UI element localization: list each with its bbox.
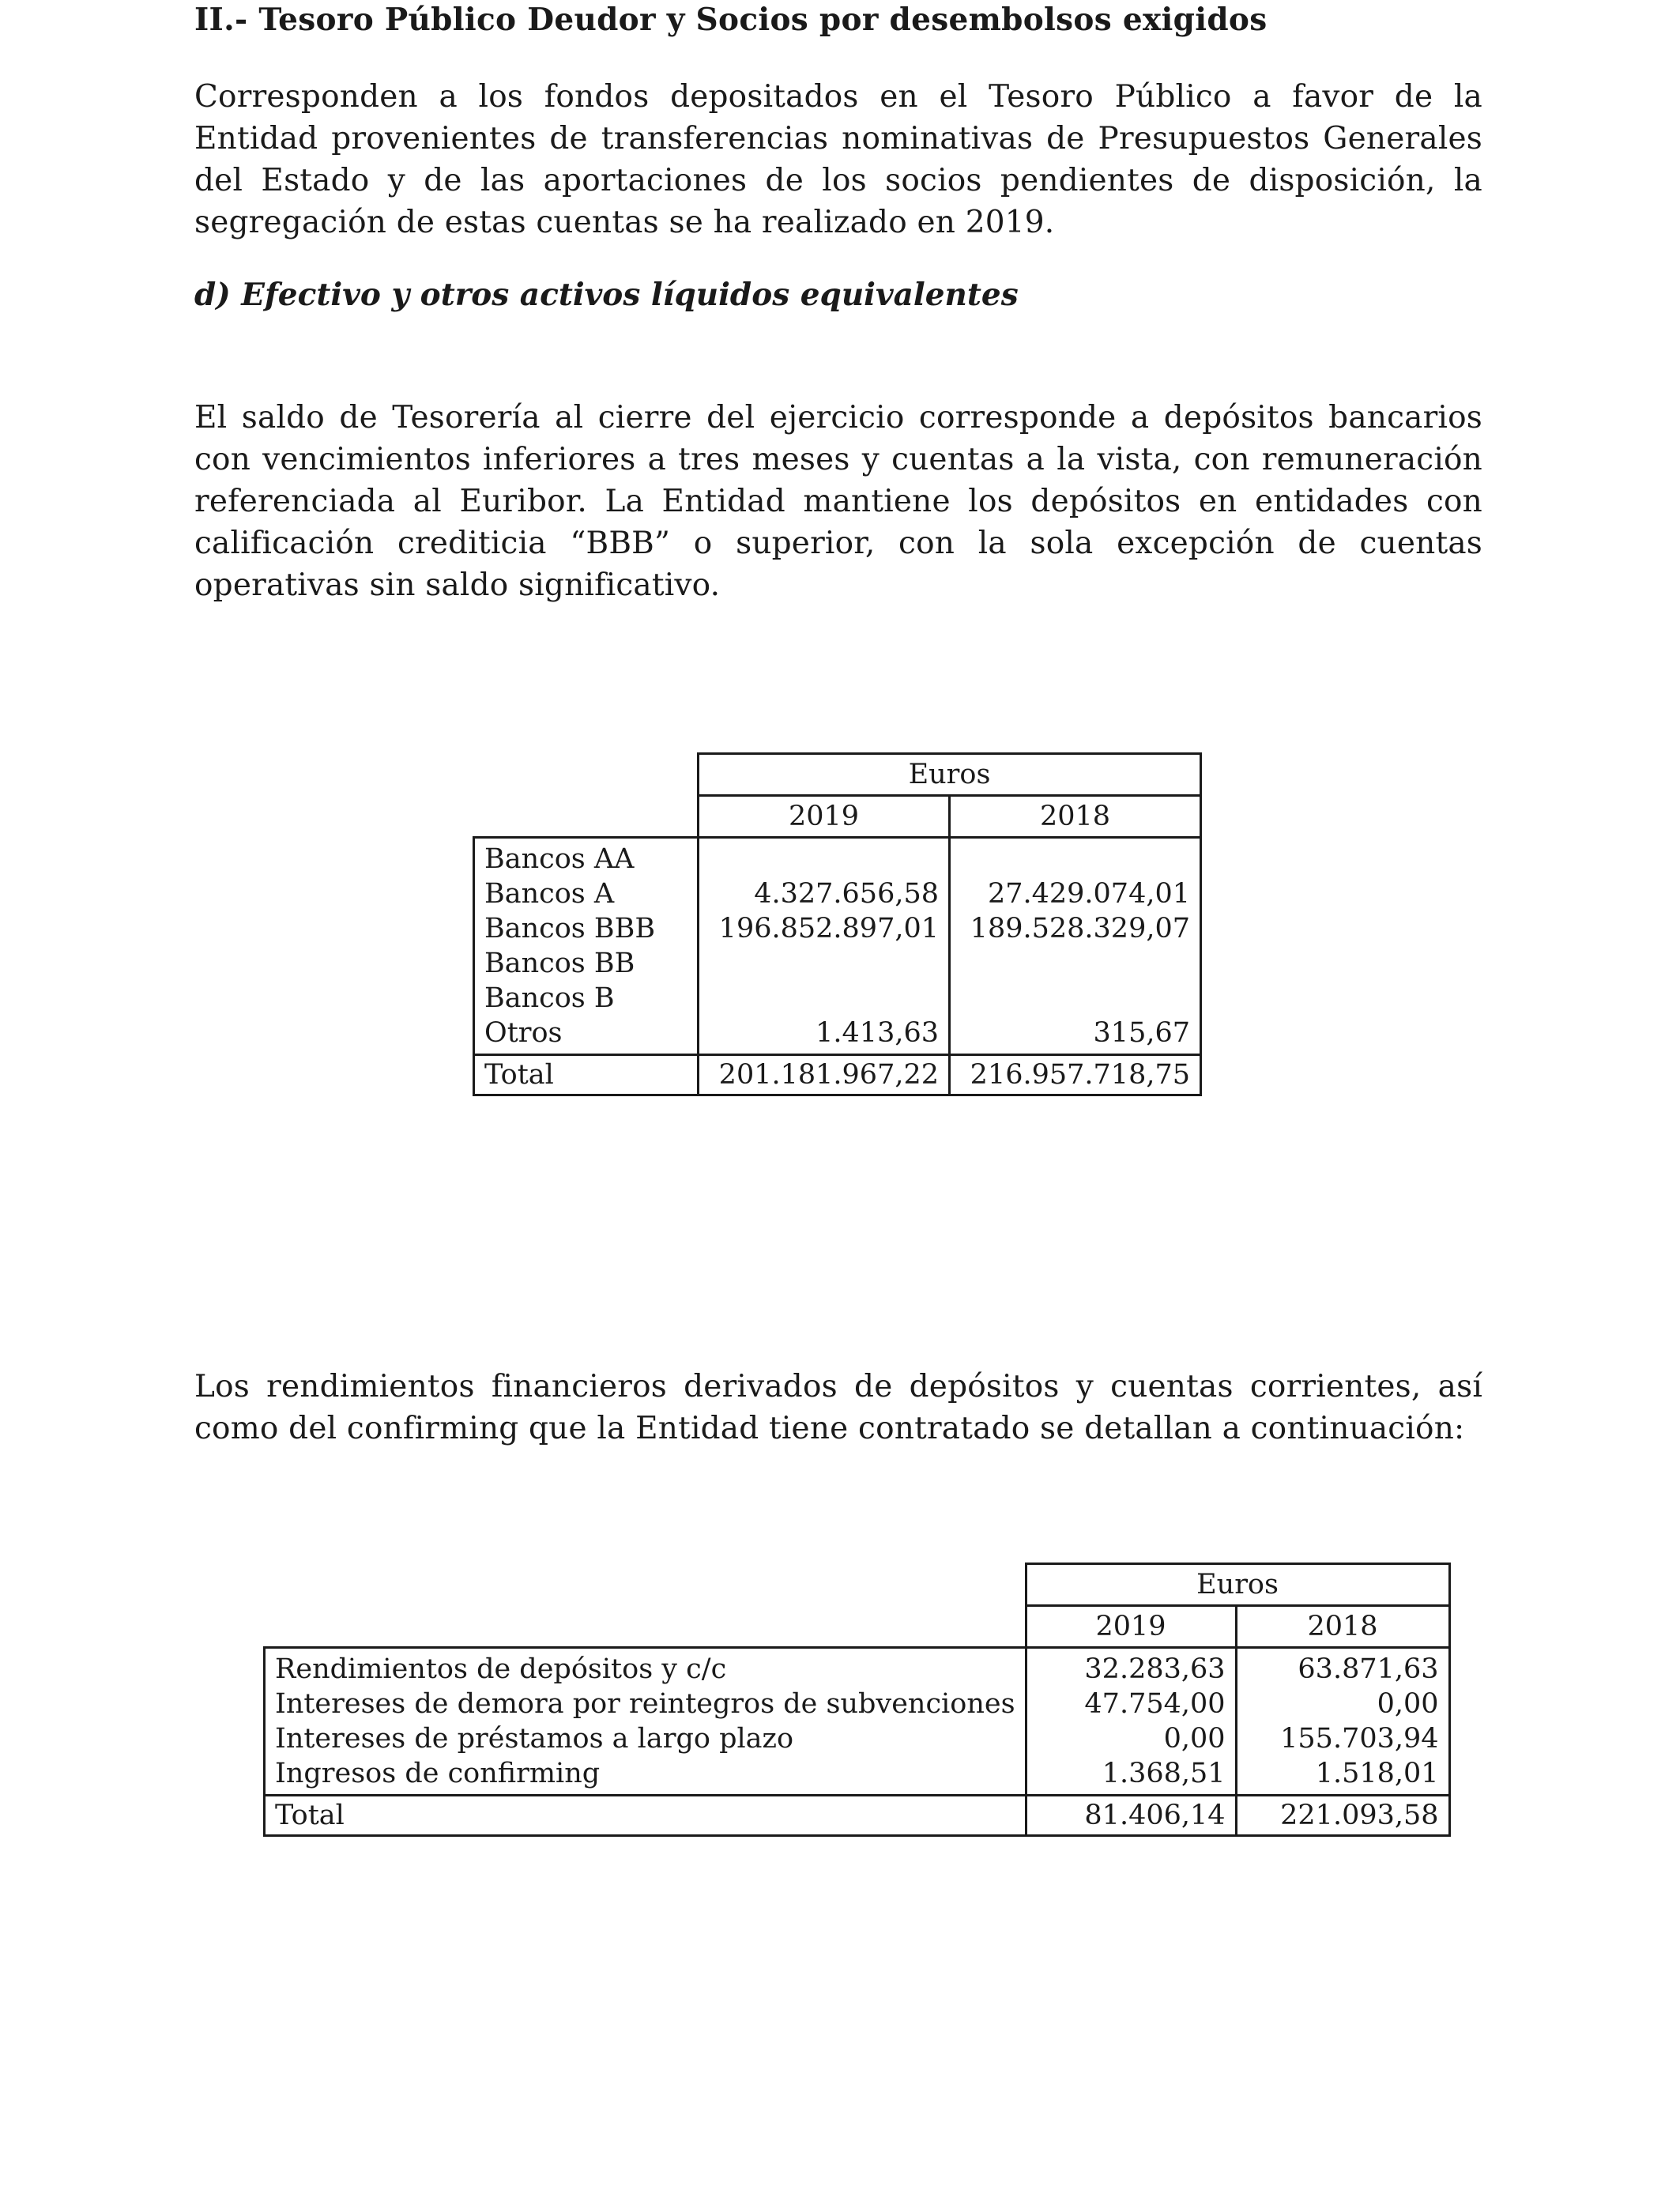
table-row <box>474 981 1201 1016</box>
value-2019: 196.852.897,01 <box>699 911 950 946</box>
table-row <box>265 1756 1450 1796</box>
table-row <box>265 1648 1450 1687</box>
bank-rating-table <box>473 752 1202 1096</box>
total-2018: 216.957.718,75 <box>950 1055 1201 1095</box>
section-heading: II.- Tesoro Público Deudor y Socios por desembolsos exigidos <box>194 2 1268 38</box>
table-row <box>474 838 1201 877</box>
total-label: Total <box>474 1055 699 1095</box>
value-2018 <box>950 946 1201 981</box>
value-2019: 1.413,63 <box>699 1016 950 1055</box>
paragraph-treasury-balance: El saldo de Tesorería al cierre del ejercicio corresponde a depósitos bancarios con vencimientos inferiores a tres meses y cuentas a la vista, con remuneración referenciada al Euribor. La Entidad mantiene los depósitos en entidades con calificación crediticia “BBB” o superior, con la sola excepción de cuentas operativas sin saldo significativo. <box>194 400 1482 603</box>
table-year-row <box>265 1606 1450 1648</box>
value-2019 <box>699 946 950 981</box>
row-label: Bancos BB <box>474 946 699 981</box>
table-total-row <box>265 1796 1450 1836</box>
row-label: Ingresos de confirming <box>265 1756 1026 1796</box>
total-2018: 221.093,58 <box>1236 1796 1449 1836</box>
table-header-row <box>474 754 1201 796</box>
paragraph-treasury-funds: Corresponden a los fondos depositados en el Tesoro Público a favor de la Entidad provenientes de transferencias nominativas de Presupuestos Generales del Estado y de las aportaciones de los socios pendientes de disposición, la segregación de estas cuentas se ha realizado en 2019. <box>194 79 1482 240</box>
value-2019: 47.754,00 <box>1026 1687 1236 1721</box>
row-label: Rendimientos de depósitos y c/c <box>265 1648 1026 1687</box>
table-header-row <box>265 1564 1450 1606</box>
year-header-2018: 2018 <box>950 796 1201 838</box>
value-2018: 1.518,01 <box>1236 1756 1449 1796</box>
value-2019: 1.368,51 <box>1026 1756 1236 1796</box>
table-row <box>265 1687 1450 1721</box>
value-2019 <box>699 981 950 1016</box>
row-label: Intereses de demora por reintegros de subvenciones <box>265 1687 1026 1721</box>
value-2018 <box>950 838 1201 877</box>
value-2018: 27.429.074,01 <box>950 876 1201 911</box>
year-header-2018: 2018 <box>1236 1606 1449 1648</box>
value-2018: 63.871,63 <box>1236 1648 1449 1687</box>
value-2019: 4.327.656,58 <box>699 876 950 911</box>
table-row <box>474 911 1201 946</box>
value-2018: 315,67 <box>950 1016 1201 1055</box>
currency-header: Euros <box>699 754 1201 796</box>
year-header-2019: 2019 <box>699 796 950 838</box>
table-total-row <box>474 1055 1201 1095</box>
total-2019: 81.406,14 <box>1026 1796 1236 1836</box>
value-2019: 0,00 <box>1026 1721 1236 1756</box>
row-label: Bancos A <box>474 876 699 911</box>
value-2018: 155.703,94 <box>1236 1721 1449 1756</box>
table-row <box>474 876 1201 911</box>
total-2019: 201.181.967,22 <box>699 1055 950 1095</box>
table-row <box>265 1721 1450 1756</box>
row-label: Bancos BBB <box>474 911 699 946</box>
value-2019: 32.283,63 <box>1026 1648 1236 1687</box>
value-2018 <box>950 981 1201 1016</box>
subheading-cash-equivalents: d) Efectivo y otros activos líquidos equivalentes <box>194 277 1019 313</box>
value-2018: 0,00 <box>1236 1687 1449 1721</box>
value-2018: 189.528.329,07 <box>950 911 1201 946</box>
paragraph-financial-returns: Los rendimientos financieros derivados de depósitos y cuentas corrientes, así como del confirming que la Entidad tiene contratado se detallan a continuación: <box>194 1369 1482 1446</box>
row-label: Intereses de préstamos a largo plazo <box>265 1721 1026 1756</box>
table-year-row <box>474 796 1201 838</box>
financial-income-table <box>263 1563 1451 1837</box>
total-label: Total <box>265 1796 1026 1836</box>
year-header-2019: 2019 <box>1026 1606 1236 1648</box>
table-row <box>474 1016 1201 1055</box>
value-2019 <box>699 838 950 877</box>
row-label: Bancos B <box>474 981 699 1016</box>
row-label: Bancos AA <box>474 838 699 877</box>
currency-header: Euros <box>1026 1564 1449 1606</box>
row-label: Otros <box>474 1016 699 1055</box>
table-row <box>474 946 1201 981</box>
